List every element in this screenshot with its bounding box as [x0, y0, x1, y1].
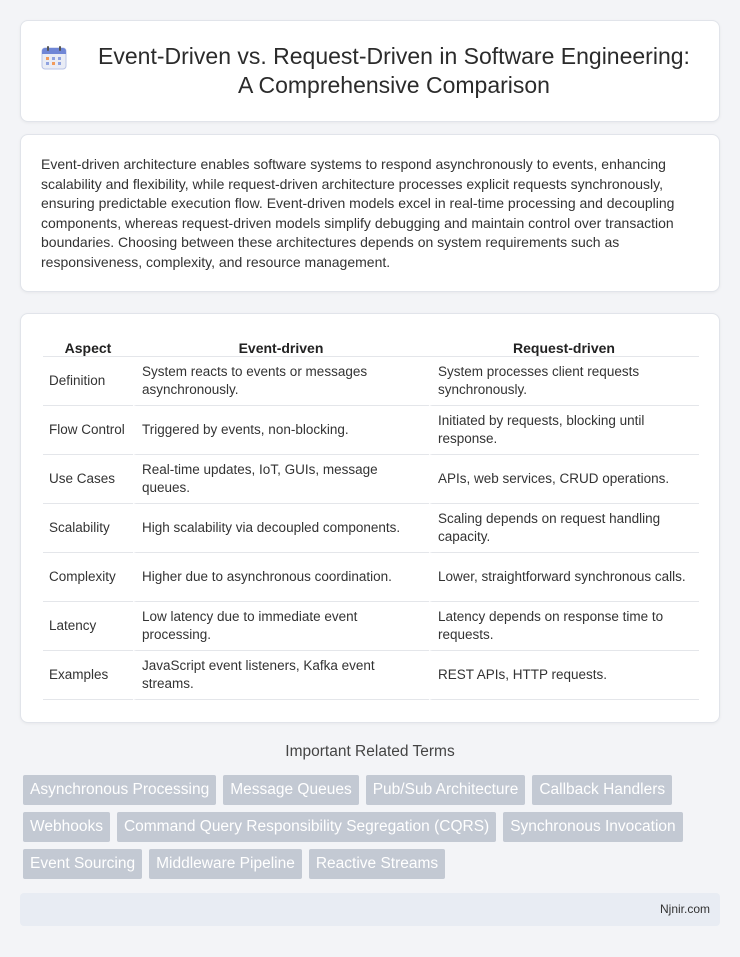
comparison-table	[43, 330, 699, 700]
row-aspect: Examples	[43, 651, 133, 700]
term-tag[interactable]: Middleware Pipeline	[149, 849, 302, 879]
table-row	[43, 553, 699, 602]
row-event-driven: Higher due to asynchronous coordination.	[133, 553, 429, 602]
intro-card	[20, 134, 720, 292]
table-header-row	[43, 330, 699, 357]
page-title	[89, 42, 699, 100]
header-aspect: Aspect	[43, 330, 133, 357]
intro-text: Event-driven architecture enables software systems to respond asynchronously to events, enhancing scalability and flexibility, while request-driven architecture processes explicit requests synchronously, ensuring predictable execution flow. Event-driven models excel in real-time processing and decoupling components, whereas request-driven models simplify debugging and maintain control over transaction boundaries. Choosing between these architectures depends on system requirements such as responsiveness, complexity, and resource management.	[41, 156, 675, 270]
term-tag[interactable]: Command Query Responsibility Segregation (CQRS)	[117, 812, 496, 842]
table-row	[43, 357, 699, 406]
row-request-driven: Scaling depends on request handling capacity.	[429, 504, 699, 553]
header-event-driven: Event-driven	[133, 330, 429, 357]
row-aspect: Latency	[43, 602, 133, 651]
term-tag[interactable]: Reactive Streams	[309, 849, 445, 879]
row-aspect: Definition	[43, 357, 133, 406]
row-event-driven: Real-time updates, IoT, GUIs, message queues.	[133, 455, 429, 504]
row-event-driven: Triggered by events, non-blocking.	[133, 406, 429, 455]
row-event-driven: Low latency due to immediate event processing.	[133, 602, 429, 651]
row-aspect: Scalability	[43, 504, 133, 553]
table-row	[43, 406, 699, 455]
footer	[20, 893, 720, 926]
table-row	[43, 504, 699, 553]
page-title-line1: Event-Driven vs. Request-Driven in Software Engineering:	[98, 43, 690, 69]
term-tag[interactable]: Asynchronous Processing	[23, 775, 216, 805]
footer-site-link[interactable]: Njnir.com	[659, 902, 710, 916]
related-terms-list	[23, 775, 723, 886]
calendar-icon	[41, 45, 67, 71]
term-tag[interactable]: Callback Handlers	[532, 775, 672, 805]
row-event-driven: System reacts to events or messages asynchronously.	[133, 357, 429, 406]
header-card	[20, 20, 720, 122]
row-request-driven: Initiated by requests, blocking until response.	[429, 406, 699, 455]
row-event-driven: JavaScript event listeners, Kafka event streams.	[133, 651, 429, 700]
row-request-driven: REST APIs, HTTP requests.	[429, 651, 699, 700]
row-aspect: Use Cases	[43, 455, 133, 504]
row-request-driven: APIs, web services, CRUD operations.	[429, 455, 699, 504]
row-request-driven: Latency depends on response time to requests.	[429, 602, 699, 651]
term-tag[interactable]: Pub/Sub Architecture	[366, 775, 526, 805]
row-request-driven: System processes client requests synchronously.	[429, 357, 699, 406]
row-event-driven: High scalability via decoupled components.	[133, 504, 429, 553]
term-tag[interactable]: Webhooks	[23, 812, 110, 842]
term-tag[interactable]: Synchronous Invocation	[503, 812, 682, 842]
row-aspect: Flow Control	[43, 406, 133, 455]
row-aspect: Complexity	[43, 553, 133, 602]
table-row	[43, 455, 699, 504]
table-row	[43, 602, 699, 651]
row-request-driven: Lower, straightforward synchronous calls.	[429, 553, 699, 602]
term-tag[interactable]: Message Queues	[223, 775, 359, 805]
term-tag[interactable]: Event Sourcing	[23, 849, 142, 879]
page-title-line2: A Comprehensive Comparison	[238, 72, 550, 98]
header-request-driven: Request-driven	[429, 330, 699, 357]
comparison-table-card	[20, 313, 720, 723]
related-terms-title: Important Related Terms	[285, 743, 455, 760]
table-row	[43, 651, 699, 700]
